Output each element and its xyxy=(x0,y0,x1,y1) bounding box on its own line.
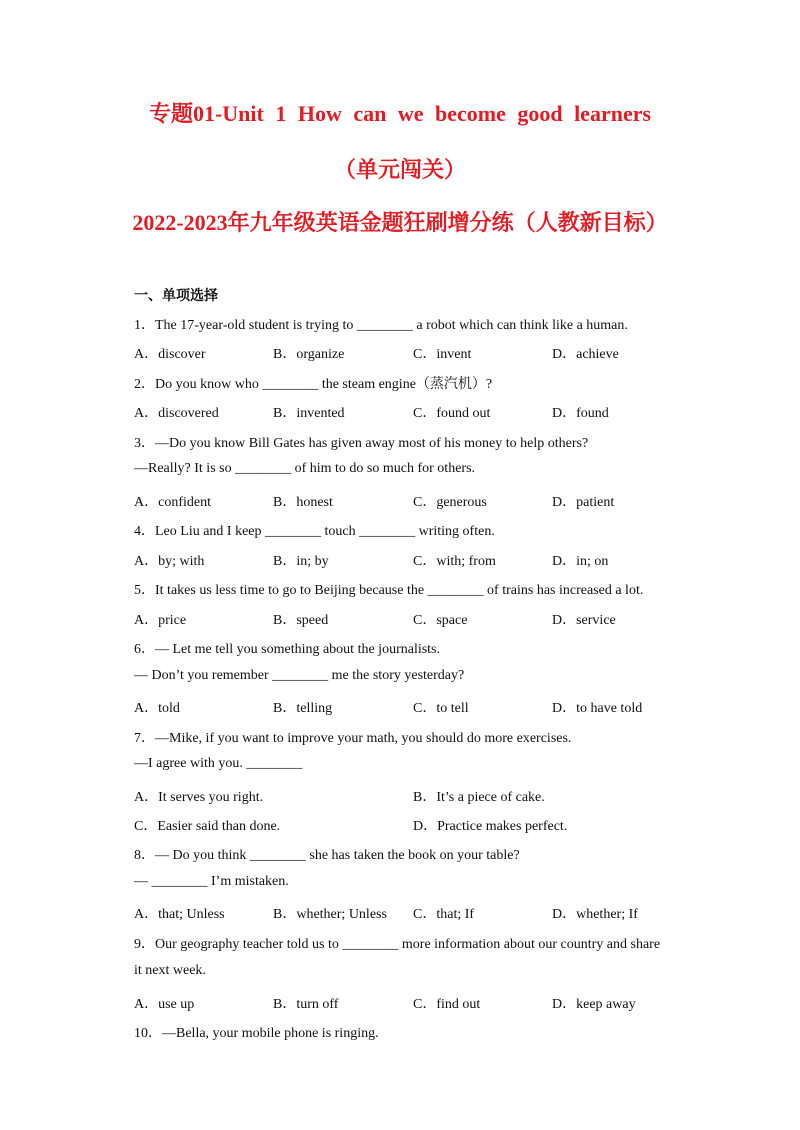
option-a: A．price xyxy=(134,613,187,628)
option-d: D．found xyxy=(552,406,609,421)
question-3-stem-line-2: —Really? It is so ________ of him to do so much for others. xyxy=(134,461,476,476)
option-b: B．whether; Unless xyxy=(273,907,387,922)
question-1-stem: 1．The 17-year-old student is trying to ________ a robot which can think like a human. xyxy=(134,318,628,333)
question-9-stem: 9．Our geography teacher told us to ________ more information about our country and share xyxy=(134,937,661,952)
option-b: B．organize xyxy=(273,347,345,362)
question-6-stem: 6．— Let me tell you something about the journalists. xyxy=(134,642,441,657)
document-title-line-3: 2022-2023年九年级英语金题狂刷增分练（人教新目标） xyxy=(132,210,668,235)
option-d: D．achieve xyxy=(552,347,619,362)
question-9-stem-line-2: it next week. xyxy=(134,963,206,978)
question-2-options xyxy=(0,402,800,422)
option-d: D．keep away xyxy=(552,997,636,1012)
option-c: C．find out xyxy=(413,997,481,1012)
question-4-options xyxy=(0,550,800,570)
option-d: D．whether; If xyxy=(552,907,638,922)
option-b: B．turn off xyxy=(273,997,339,1012)
question-7-stem-line-2: —I agree with you. ________ xyxy=(134,756,303,771)
question-7-options-row-1 xyxy=(0,786,800,806)
option-d: D．patient xyxy=(552,495,615,510)
option-c: C．that; If xyxy=(413,907,475,922)
question-10-stem: 10．—Bella, your mobile phone is ringing. xyxy=(134,1026,379,1041)
option-a: A．by; with xyxy=(134,554,205,569)
option-c: C．found out xyxy=(413,406,491,421)
option-c: C．space xyxy=(413,613,468,628)
question-8-options xyxy=(0,903,800,923)
question-3-options xyxy=(0,491,800,511)
option-a: A．It serves you right. xyxy=(134,790,264,805)
option-b: B．telling xyxy=(273,701,333,716)
option-c: C．to tell xyxy=(413,701,469,716)
question-4-stem: 4．Leo Liu and I keep ________ touch ________ writing often. xyxy=(134,524,495,539)
option-c: C．generous xyxy=(413,495,487,510)
option-b: B．in; by xyxy=(273,554,329,569)
question-1-options xyxy=(0,343,800,363)
question-8-stem-line-2: — ________ I’m mistaken. xyxy=(134,874,289,889)
option-d: D．to have told xyxy=(552,701,643,716)
question-5-options xyxy=(0,609,800,629)
option-a: A．discovered xyxy=(134,406,219,421)
option-b: B．honest xyxy=(273,495,333,510)
document-title-line-1: 专题01-Unit 1 How can we become good learners xyxy=(148,101,652,126)
question-5-stem: 5．It takes us less time to go to Beijing because the ________ of trains has increased a lot. xyxy=(134,583,644,598)
option-d: D．Practice makes perfect. xyxy=(413,819,568,834)
question-8-stem: 8．— Do you think ________ she has taken the book on your table? xyxy=(134,848,520,863)
question-9-options xyxy=(0,993,800,1013)
option-c: C．invent xyxy=(413,347,472,362)
option-b: B．invented xyxy=(273,406,345,421)
option-d: D．in; on xyxy=(552,554,609,569)
question-7-stem: 7．—Mike, if you want to improve your math, you should do more exercises. xyxy=(134,731,572,746)
section-heading: 一、单项选择 xyxy=(134,288,218,304)
question-2-stem: 2．Do you know who ________ the steam engine（蒸汽机）? xyxy=(134,377,493,392)
option-b: B．It’s a piece of cake. xyxy=(413,790,545,805)
option-c: C．with; from xyxy=(413,554,496,569)
question-7-options-row-2 xyxy=(0,815,800,835)
question-6-stem-line-2: — Don’t you remember ________ me the story yesterday? xyxy=(134,668,465,683)
option-a: A．told xyxy=(134,701,180,716)
option-b: B．speed xyxy=(273,613,329,628)
option-a: A．discover xyxy=(134,347,206,362)
option-a: A．that; Unless xyxy=(134,907,225,922)
question-3-stem: 3．—Do you know Bill Gates has given away most of his money to help others? xyxy=(134,436,589,451)
question-6-options xyxy=(0,697,800,717)
document-title-line-2: （单元闯关） xyxy=(333,157,466,182)
option-c: C．Easier said than done. xyxy=(134,819,281,834)
option-a: A．use up xyxy=(134,997,195,1012)
option-a: A．confident xyxy=(134,495,211,510)
option-d: D．service xyxy=(552,613,616,628)
